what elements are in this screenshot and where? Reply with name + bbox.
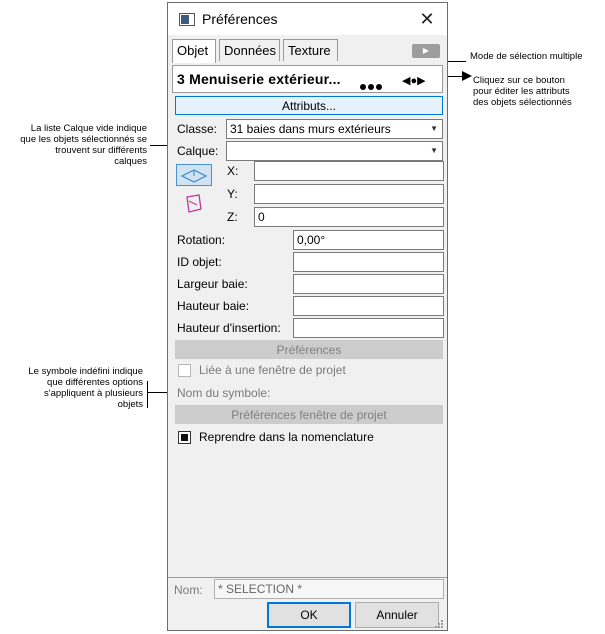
z-label: Z: [227, 210, 238, 224]
hauteur-insertion-field[interactable] [293, 318, 444, 338]
largeur-baie-field[interactable] [293, 274, 444, 294]
hauteur-insertion-label: Hauteur d'insertion: [177, 321, 281, 335]
rotation-field[interactable]: 0,00° [293, 230, 444, 250]
callout-bouton-line2: pour éditer les attributs [473, 86, 570, 97]
divider [168, 577, 447, 578]
preferences-window [167, 2, 448, 631]
title-bar [168, 3, 447, 35]
x-field[interactable] [254, 161, 444, 181]
reprendre-label: Reprendre dans la nomenclature [199, 430, 374, 444]
liee-checkbox[interactable] [178, 364, 191, 377]
tab-texture[interactable]: Texture [283, 39, 338, 61]
calque-select[interactable] [226, 141, 443, 161]
nom-field[interactable]: * SELECTION * [214, 579, 444, 599]
nom-label: Nom: [174, 583, 203, 597]
largeur-baie-label: Largeur baie: [177, 277, 248, 291]
window-icon [179, 13, 195, 26]
callout-mode-selection: Mode de sélection multiple [470, 51, 583, 62]
annuler-button[interactable]: Annuler [355, 602, 439, 628]
callout-calque-line3: trouvent sur différents [55, 145, 147, 156]
z-field[interactable]: 0 [254, 207, 444, 227]
calque-label: Calque: [177, 144, 219, 158]
id-objet-field[interactable] [293, 252, 444, 272]
multiple-selection-icon [360, 77, 384, 95]
classe-label: Classe: [177, 122, 218, 136]
callout-calque-line1: La liste Calque vide indique [30, 123, 147, 134]
callout-bouton-line3: des objets sélectionnés [473, 97, 572, 108]
x-label: X: [227, 164, 239, 178]
callout-symbole-line2: que différentes options [47, 377, 143, 388]
callout-bouton [473, 75, 572, 108]
id-objet-label: ID objet: [177, 255, 222, 269]
object-header [172, 65, 443, 93]
window-title: Préférences [202, 11, 278, 27]
chevron-down-icon: ▼ [430, 124, 438, 133]
ok-button[interactable]: OK [267, 602, 351, 628]
close-icon[interactable]: ✕ [419, 9, 435, 29]
callout-symbole-line1: Le symbole indéfini indique [28, 366, 143, 377]
callout-bouton-line1: Cliquez sur ce bouton [473, 75, 565, 86]
callout-line-symbole [147, 381, 148, 408]
liee-label: Liée à une fenêtre de projet [199, 363, 346, 377]
hauteur-baie-field[interactable] [293, 296, 444, 316]
chevron-down-icon: ▼ [430, 146, 438, 155]
attributs-button[interactable]: Attributs... [175, 96, 443, 115]
tab-objet[interactable]: Objet [172, 39, 216, 63]
tab-scroll-right-icon[interactable]: ▶ [412, 44, 440, 58]
callout-symbole [2, 366, 143, 410]
classe-value: 31 baies dans murs extérieurs [230, 122, 391, 136]
object-type-title: 3 Menuiserie extérieur... [177, 71, 341, 87]
callout-symbole-line4: objets [117, 399, 143, 410]
rotation-label: Rotation: [177, 233, 226, 247]
resize-grip-icon[interactable] [434, 619, 444, 629]
callout-symbole-line3: s'appliquent à plusieurs [44, 388, 143, 399]
tab-donnees[interactable]: Données [219, 39, 280, 61]
nom-symbole-label: Nom du symbole: [177, 386, 271, 400]
hauteur-baie-label: Hauteur baie: [177, 299, 250, 313]
preferences-fenetre-button[interactable]: Préférences fenêtre de projet [175, 405, 443, 424]
y-label: Y: [227, 187, 238, 201]
preferences-button[interactable]: Préférences [175, 340, 443, 359]
arrow-icon [462, 71, 474, 81]
callout-calque [2, 123, 147, 167]
3d-view-icon[interactable] [176, 164, 212, 186]
object-nav-icon[interactable]: ◀●▶ [402, 75, 426, 87]
callout-calque-line4: calques [114, 156, 147, 167]
callout-calque-line2: que les objets sélectionnés se [20, 134, 147, 145]
2d-view-icon[interactable] [184, 193, 204, 217]
reprendre-checkbox[interactable] [178, 431, 191, 444]
classe-select[interactable] [226, 119, 443, 139]
y-field[interactable] [254, 184, 444, 204]
